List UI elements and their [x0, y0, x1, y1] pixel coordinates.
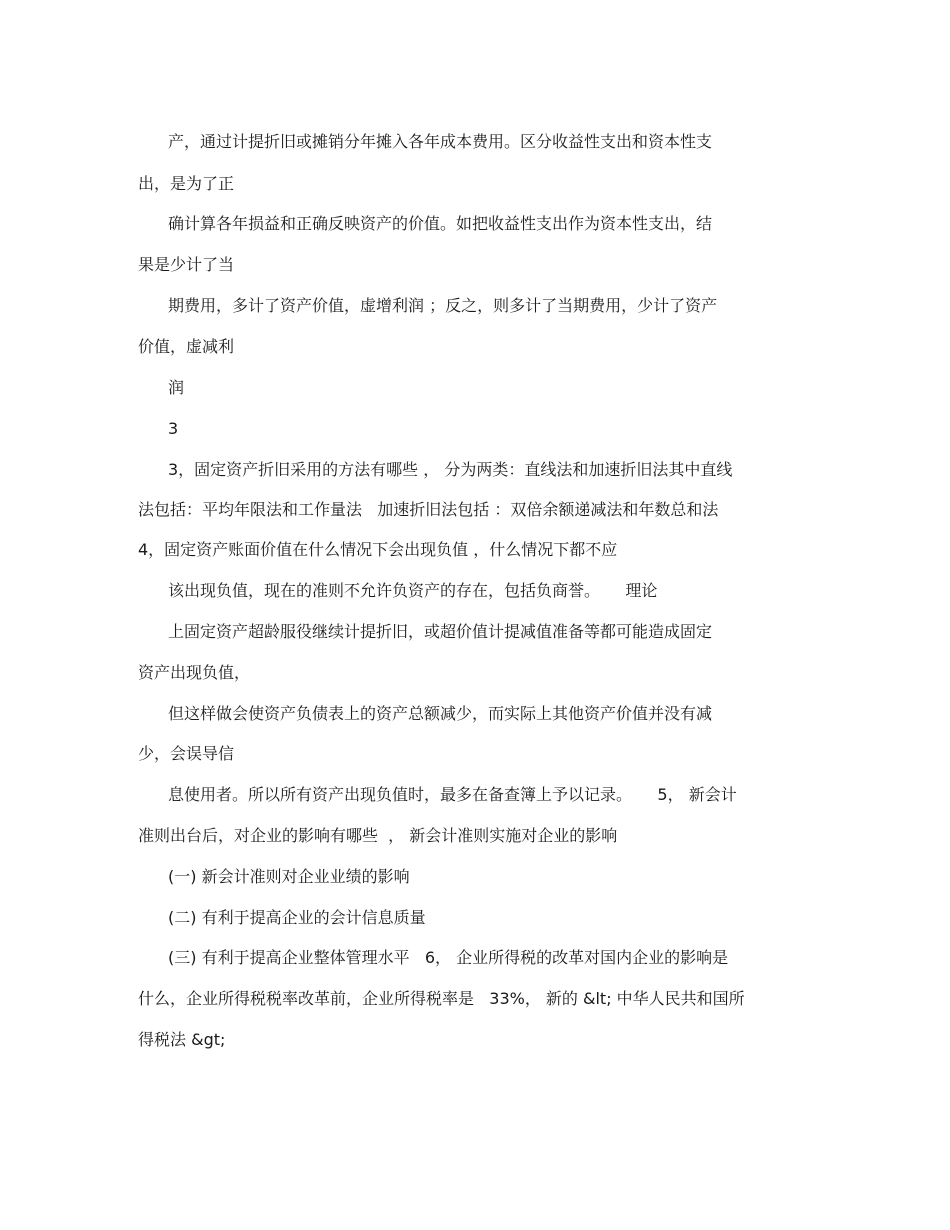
- text-line: 法包括：平均年限法和工作量法 加速折旧法包括 ：双倍余额递减法和年数总和法: [138, 500, 719, 519]
- text-line: (二) 有利于提高企业的会计信息质量: [168, 908, 426, 927]
- text-line: 3，固定资产折旧采用的方法有哪些 ， 分为两类：直线法和加速折旧法其中直线: [168, 460, 733, 479]
- text-line: 价值，虚减利: [138, 337, 235, 356]
- text-line: (三) 有利于提高企业整体管理水平 6， 企业所得税的改革对国内企业的影响是: [168, 948, 729, 967]
- text-line: 4，固定资产账面价值在什么情况下会出现负值 ，什么情况下都不应: [138, 540, 618, 559]
- text-line: 该出现负值，现在的准则不允许负资产的存在，包括负商誉。 理论: [168, 581, 658, 600]
- text-line: 润: [168, 378, 185, 397]
- text-line: 产，通过计提折旧或摊销分年摊入各年成本费用。区分收益性支出和资本性支: [168, 132, 713, 151]
- text-line: 准则出台后，对企业的影响有哪些 ， 新会计准则实施对企业的影响: [138, 826, 618, 845]
- text-line: 上固定资产超龄服役继续计提折旧，或超价值计提减值准备等都可能造成固定: [168, 622, 713, 641]
- text-line: (一) 新会计准则对企业业绩的影响: [168, 867, 410, 886]
- text-line: 什么，企业所得税税率改革前，企业所得税率是 33%， 新的 &lt; 中华人民共和国所: [138, 989, 745, 1008]
- text-line: 确计算各年损益和正确反映资产的价值。如把收益性支出作为资本性支出，结: [168, 214, 713, 233]
- text-line: 息使用者。所以所有资产出现负值时，最多在备查簿上予以记录。 5， 新会计: [168, 785, 737, 804]
- text-line: 期费用，多计了资产价值，虚增利润 ；反之，则多计了当期费用，少计了资产: [168, 296, 718, 315]
- text-line: 资产出现负值，: [138, 663, 251, 682]
- text-line: 得税法 &gt;: [138, 1030, 226, 1049]
- text-line: 少，会误导信: [138, 744, 235, 763]
- text-line: 果是少计了当: [138, 255, 235, 274]
- text-line: 出，是为了正: [138, 174, 235, 193]
- text-line: 但这样做会使资产负债表上的资产总额减少，而实际上其他资产价值并没有减: [168, 704, 713, 723]
- text-line: 3: [168, 419, 179, 438]
